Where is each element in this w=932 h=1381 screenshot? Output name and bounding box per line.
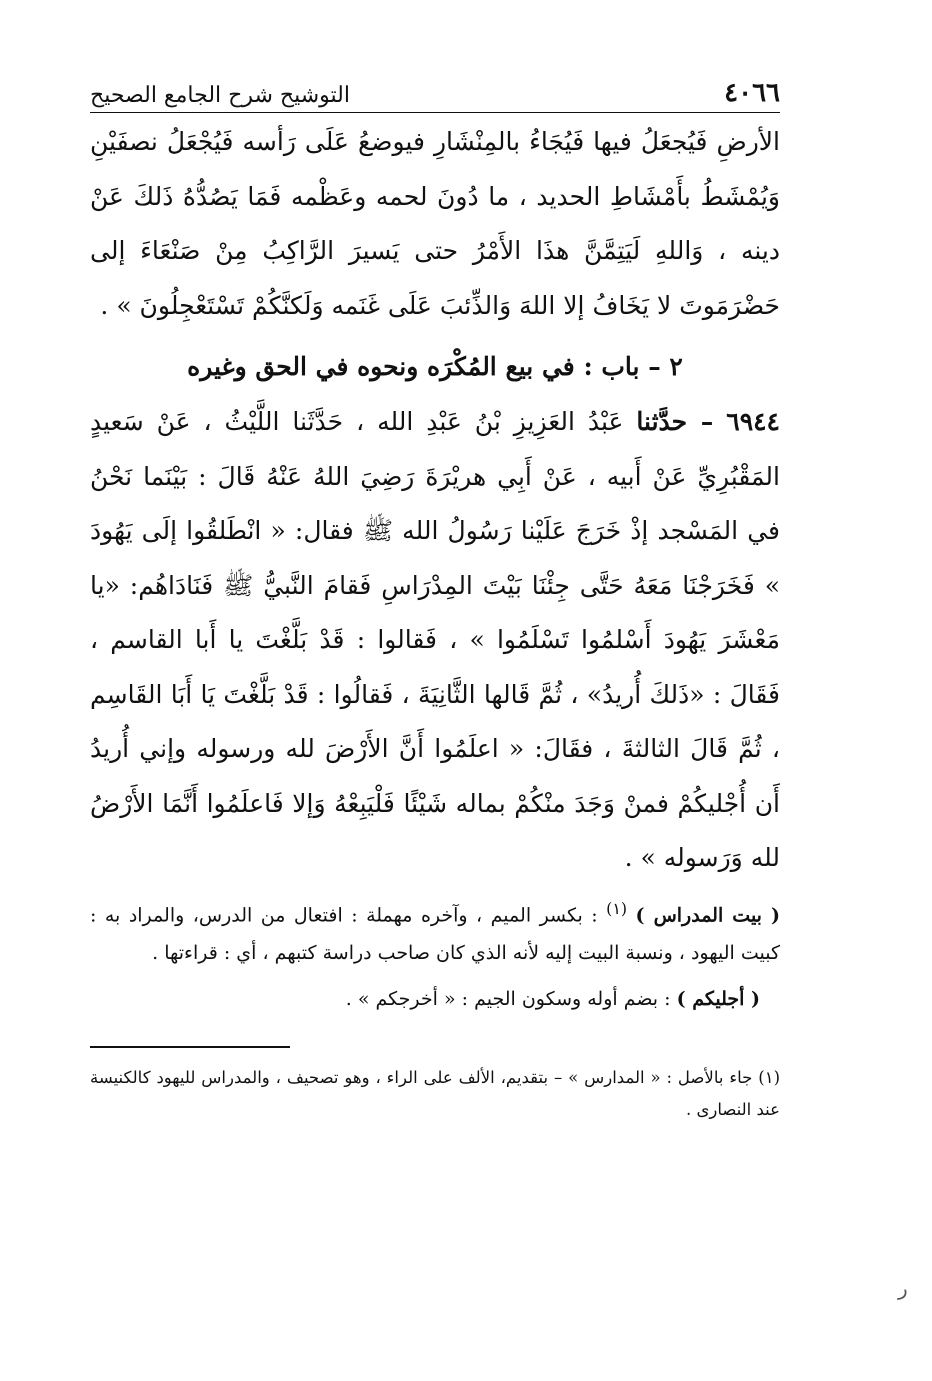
footnote-divider-wrap xyxy=(90,1018,780,1048)
commentary-entry xyxy=(90,980,780,1018)
chapter-heading: ٢ – باب : في بيع المُكْرَه ونحوه في الحق وغيره xyxy=(187,352,683,381)
footnote: (١) جاء بالأصل : « المدارس » – بتقديم، الألف على الراء ، وهو تصحيف ، والمدراس لليهود كالكنيسة عند النصارى . xyxy=(90,1067,780,1119)
commentary-text: : بكسر الميم ، وآخره مهملة : افتعال من الدرس، والمراد به : كبيت اليهود ، ونسبة البيت إليه لأنه الذي كان صاحب دراسة كتبهم ، أي : قراءتها . xyxy=(90,903,780,964)
running-title: التوشيح شرح الجامع الصحيح xyxy=(90,83,350,108)
footnote-divider xyxy=(90,1046,290,1048)
hadith-number: ٦٩٤٤ xyxy=(726,407,780,436)
commentary-term: ( أجليكم ) xyxy=(676,987,760,1010)
page-header xyxy=(90,78,780,113)
hadith-paragraph xyxy=(90,395,780,886)
page-number: ٤٠٦٦ xyxy=(724,78,780,108)
hadith-lead: – حدَّثنا xyxy=(636,407,714,436)
commentary-entry xyxy=(90,890,780,972)
intro-paragraph: الأرضِ فَيُجعَلُ فيها فَيُجَاءُ بالمِنْشَارِ فيوضعُ عَلَى رَأسه فَيُجْعَلُ نصفَيْنِ وَيُمْشَطُ بأَمْشَاطِ الحديد ، ما دُونَ لحمه وعَظْمه فَمَا يَصُدُّهُ ذَلكَ عَنْ دينه ، وَاللهِ لَيَتِمَّنَّ هذَا الأَمْرُ حتى يَسيرَ الرَّاكِبُ مِنْ صَنْعَاءَ إلى حَضْرَمَوتَ لا يَخَافُ إلا اللهَ وَالذِّئبَ عَلَى غَنَمه وَلَكنَّكُمْ تَسْتَعْجِلُونَ » . xyxy=(90,127,780,320)
commentary xyxy=(90,890,780,1018)
footnote-ref: (١) xyxy=(606,898,628,918)
commentary-text: : بضم أوله وسكون الجيم : « أخرجكم » . xyxy=(345,987,671,1010)
page xyxy=(90,78,780,1126)
commentary-term: ( بيت المدراس ) xyxy=(635,903,781,926)
margin-pen-mark: ﺭ xyxy=(898,1276,908,1300)
hadith-text: عَبْدُ العَزِيزِ بْنُ عَبْدِ الله ، حَدَّثَنا اللَّيْثُ ، عَنْ سَعيدٍ المَقْبُرِيِّ عَنْ أَبيه ، عَنْ أَبِي هريْرَةَ رَضِيَ اللهُ عَنْهُ قَالَ : بَيْنَما نَحْنُ في المَسْجد إذْ خَرَجَ عَلَيْنا رَسُولُ الله ﷺ فقال: « انْطَلقُوا إلَى يَهُودَ » فَخَرَجْنَا مَعَهُ حَتَّى جِئْنَا بَيْتَ المِدْرَاسِ فَقامَ النَّبيُّ ﷺ فَنَادَاهُم: «يا مَعْشَرَ يَهُودَ أَسْلمُوا تَسْلَمُوا » ، فَقالوا : قَدْ بَلَّغْتَ يا أَبا القاسم ، فَقَالَ : «ذَلكَ أُريدُ» ، ثُمَّ قَالها الثَّانِيَةَ ، فَقالُوا : قَدْ بَلَّغْتَ يَا أَبَا القَاسِم ، ثُمَّ قَالَ الثالثةَ ، فقَالَ: « اعلَمُوا أَنَّ الأَرْضَ لله ورسوله وإني أُريدُ أَن أُجْليكُمْ فمنْ وَجَدَ منْكُمْ بماله شَيْئًا فَلْيَبِعْهُ وَإلا فَاعلَمُوا أَنَّمَا الأَرْضُ لله وَرَسوله » . xyxy=(90,407,780,872)
